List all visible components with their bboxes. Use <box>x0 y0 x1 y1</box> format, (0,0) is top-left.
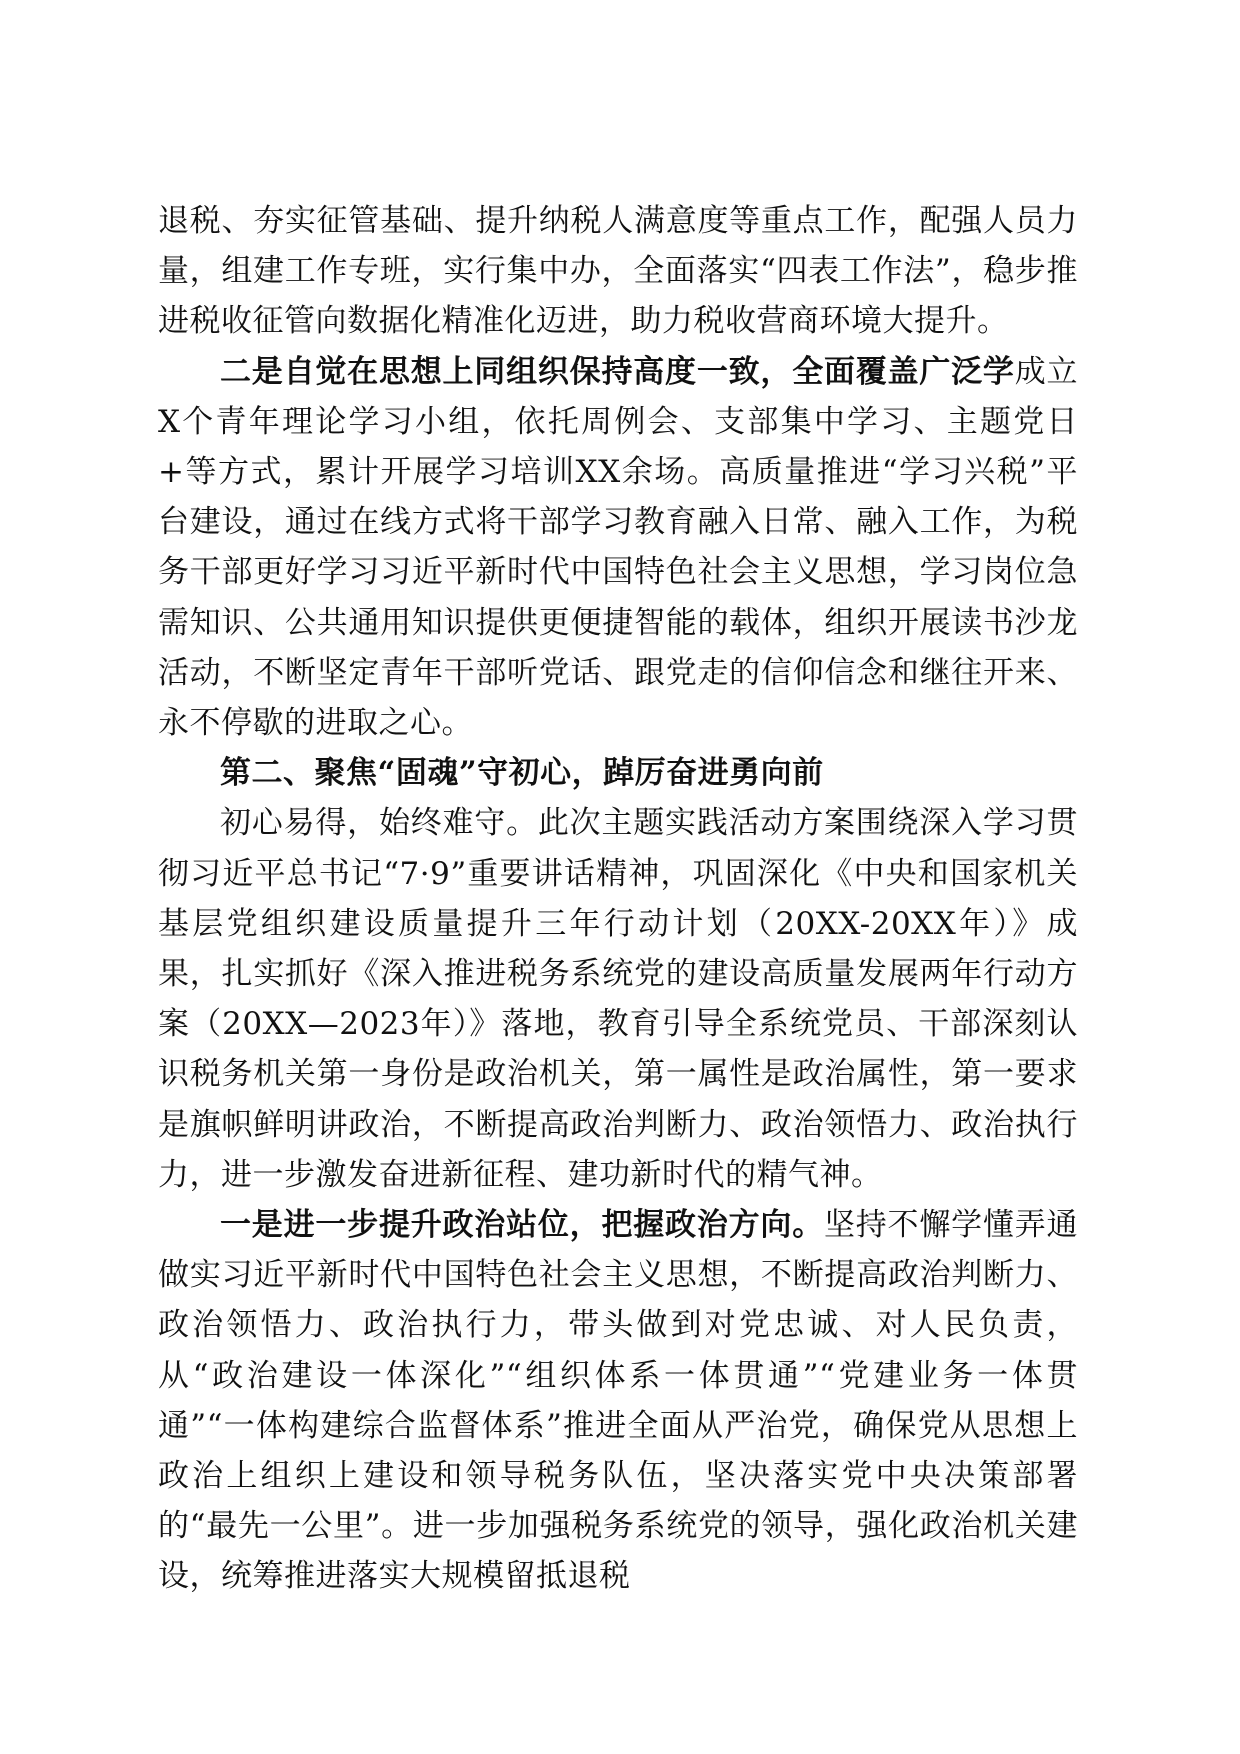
section-heading-text: 第二、聚焦“固魂”守初心，踔厉奋进勇向前 <box>220 755 824 792</box>
section-heading <box>158 748 1078 798</box>
paragraph-text: 坚持不懈学懂弄通做实习近平新时代中国特色社会主义思想，不断提高政治判断力、政治领悟力、政治执行力，带头做到对党忠诚、对人民负责，从“政治建设一体深化”“组织体系一体贯通”“党建业务一体贯通”“一体构建综合监督体系”推进全面从严治党，确保党从思想上政治上组织上建设和领导税务队伍，坚决落实党中央决策部署的“最先一公里”。进一步加强税务系统党的领导，强化政治机关建设，统筹推进落实大规模留抵退税 <box>158 1207 1079 1595</box>
paragraph-text: 初心易得，始终难守。此次主题实践活动方案围绕深入学习贯彻习近平总书记“7·9”重要讲话精神，巩固深化《中央和国家机关基层党组织建设质量提升三年行动计划（20XX-20XX年）》成果，扎实抓好《深入推进税务系统党的建设高质量发展两年行动方案（20XX—2023年）》落地，教育引导全系统党员、干部深刻认识税务机关第一身份是政治机关，第一属性是政治属性，第一要求是旗帜鲜明讲政治，不断提高政治判断力、政治领悟力、政治执行力，进一步激发奋进新征程、建功新时代的精气神。 <box>158 805 1078 1193</box>
document-body <box>158 196 1078 1602</box>
paragraph-point-two <box>158 347 1078 749</box>
paragraph-lead: 二是自觉在思想上同组织保持高度一致，全面覆盖广泛学 <box>220 353 1015 390</box>
paragraph-text: 成立X个青年理论学习小组，依托周例会、支部集中学习、主题党日+等方式，累计开展学习培训XX余场。高质量推进“学习兴税”平台建设，通过在线方式将干部学习教育融入日常、融入工作，为税务干部更好学习习近平新时代中国特色社会主义思想，学习岗位急需知识、公共通用知识提供更便捷智能的载体，组织开展读书沙龙活动，不断坚定青年干部听党话、跟党走的信仰信念和继往开来、永不停歇的进取之心。 <box>158 353 1079 742</box>
paragraph-point-one <box>158 1200 1078 1602</box>
paragraph-lead: 一是进一步提升政治站位，把握政治方向。 <box>220 1207 824 1244</box>
paragraph-continuation <box>158 196 1078 347</box>
paragraph-intro <box>158 798 1078 1200</box>
paragraph-text: 退税、夯实征管基础、提升纳税人满意度等重点工作，配强人员力量，组建工作专班，实行集中办，全面落实“四表工作法”，稳步推进税收征管向数据化精准化迈进，助力税收营商环境大提升。 <box>158 203 1078 340</box>
